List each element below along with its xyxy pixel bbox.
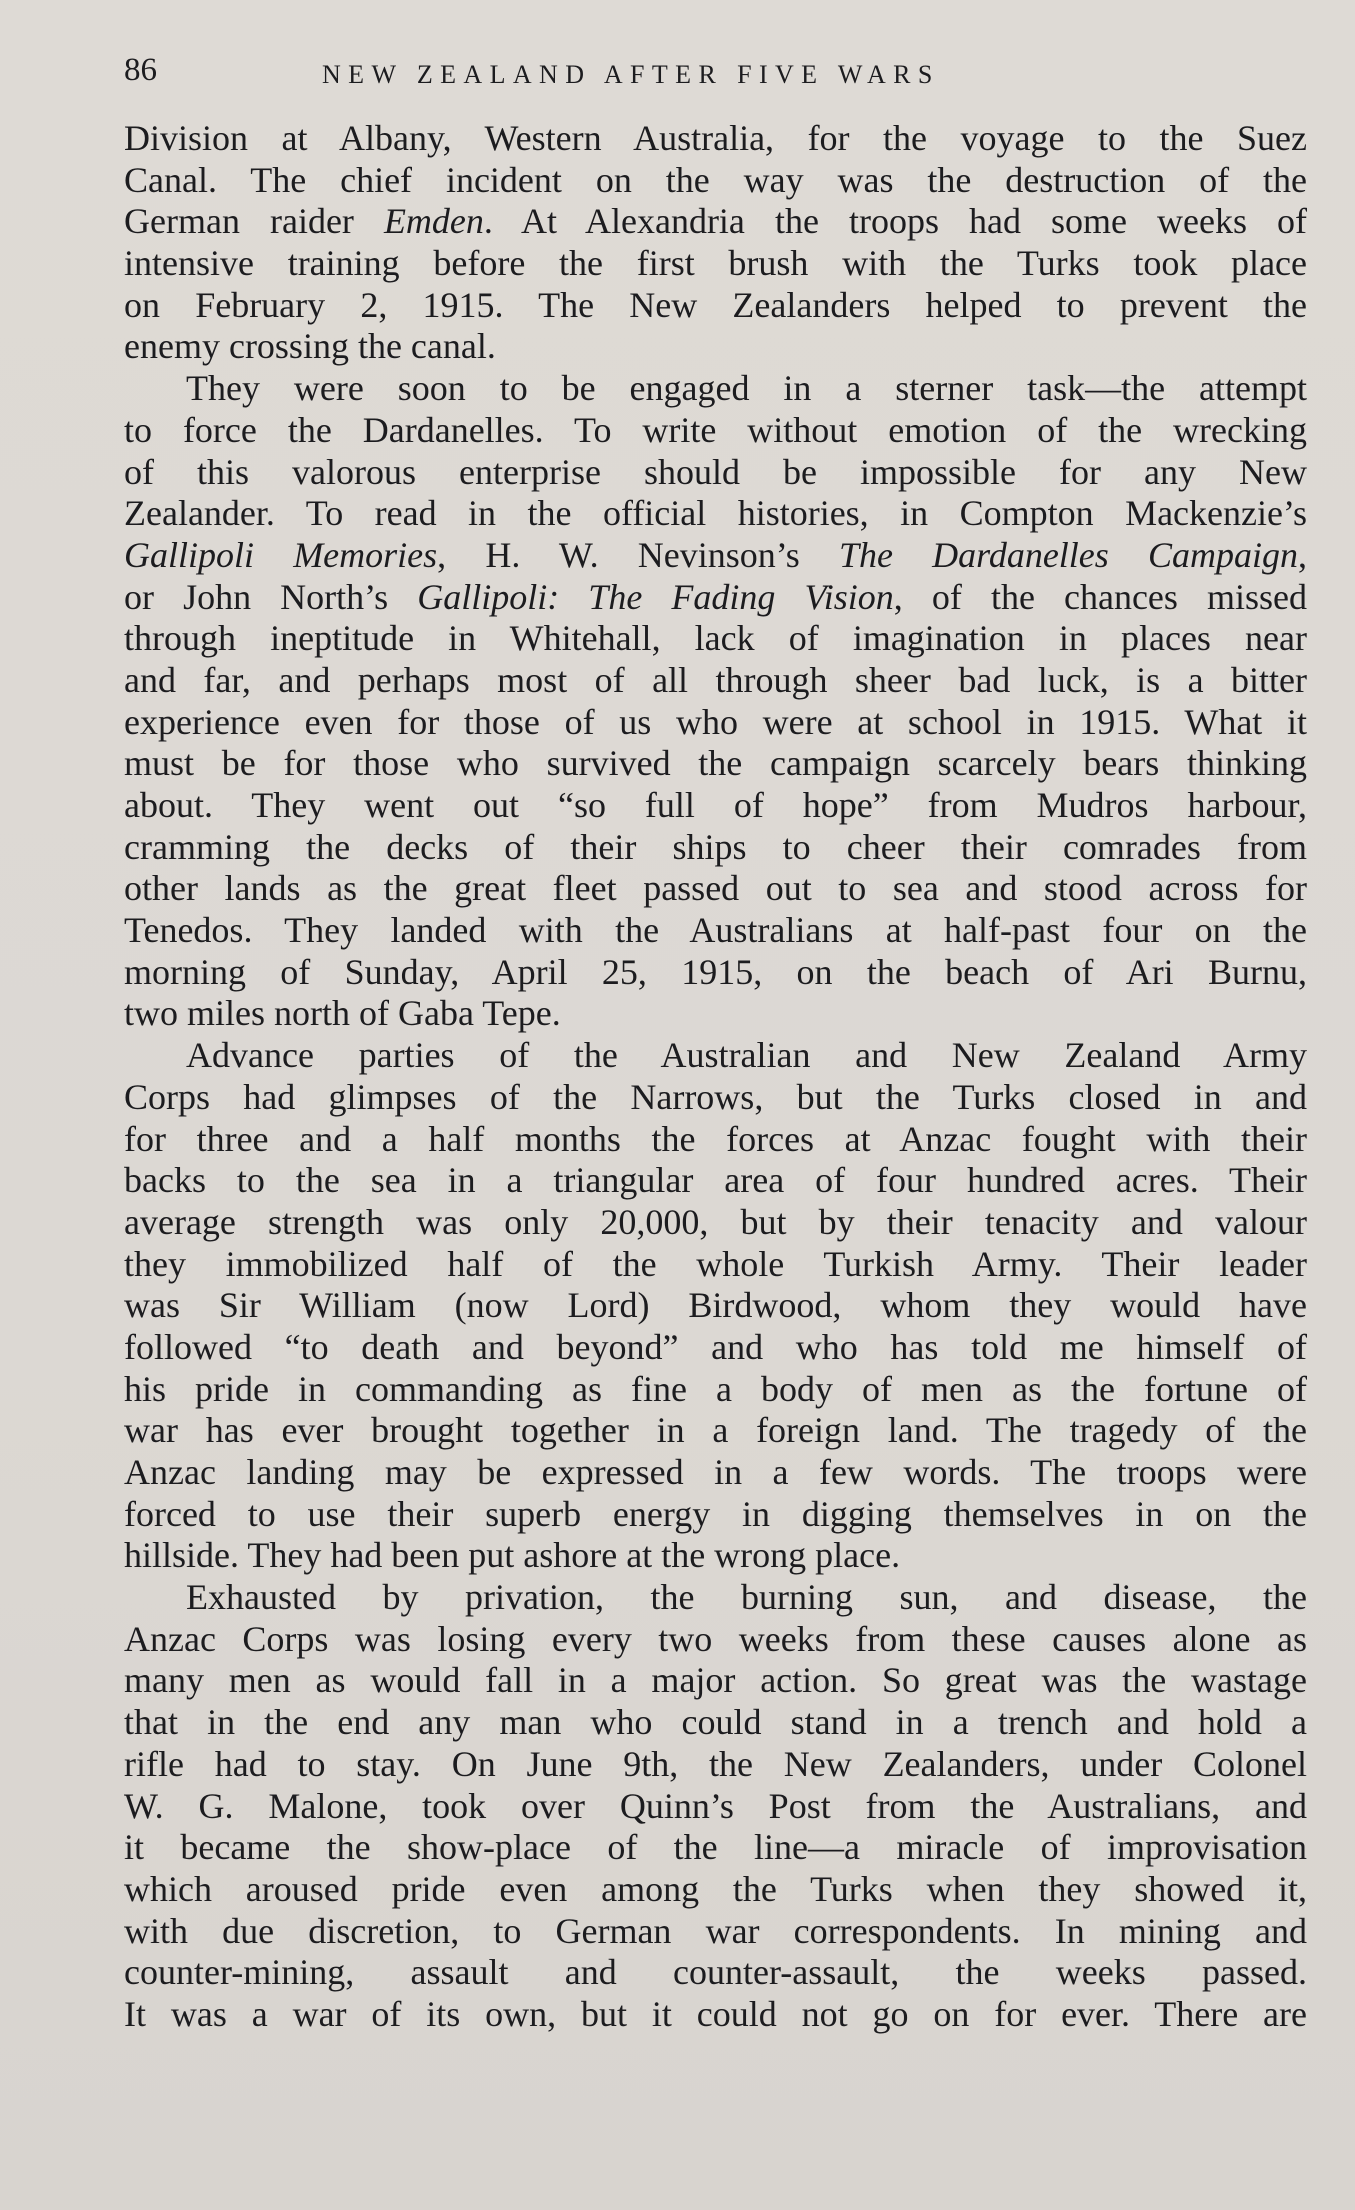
text-line: with due discretion, to German war correspondents. In mining and <box>124 1910 1307 1951</box>
text-line: backs to the sea in a triangular area of four hundred acres. Their <box>124 1160 1307 1201</box>
body-text <box>124 118 1307 2036</box>
page-header <box>124 48 1304 98</box>
text-line: Gallipoli Memories, H. W. Nevinson’s The Dardanelles Campaign, <box>124 534 1307 575</box>
text-line: forced to use their superb energy in digging themselves in on the <box>124 1493 1307 1534</box>
text-line: Tenedos. They landed with the Australians at half-past four on the <box>124 910 1307 951</box>
text-line: average strength was only 20,000, but by their tenacity and valour <box>124 1201 1307 1242</box>
text-line: They were soon to be engaged in a sterner task—the attempt <box>186 368 1307 409</box>
text-line: Zealander. To read in the official histories, in Compton Mackenzie’s <box>124 493 1307 534</box>
text-line: morning of Sunday, April 25, 1915, on the beach of Ari Burnu, <box>124 951 1307 992</box>
page-number: 86 <box>124 52 157 88</box>
text-line: on February 2, 1915. The New Zealanders helped to prevent the <box>124 284 1307 325</box>
text-line: Canal. The chief incident on the way was the destruction of the <box>124 159 1307 200</box>
paragraph <box>124 1035 1307 1577</box>
text-line: two miles north of Gaba Tepe. <box>124 993 561 1034</box>
text-line: to force the Dardanelles. To write without emotion of the wrecking <box>124 409 1307 450</box>
text-line: intensive training before the first brush with the Turks took place <box>124 243 1307 284</box>
text-line: Exhausted by privation, the burning sun, and disease, the <box>186 1577 1307 1618</box>
text-line: other lands as the great fleet passed out to sea and stood across for <box>124 868 1307 909</box>
running-head: NEW ZEALAND AFTER FIVE WARS <box>322 60 940 89</box>
text-line: German raider Emden. At Alexandria the troops had some weeks of <box>124 201 1307 242</box>
paragraph <box>124 368 1307 1035</box>
text-line: Division at Albany, Western Australia, for the voyage to the Suez <box>124 118 1307 158</box>
text-line: and far, and perhaps most of all through sheer bad luck, is a bitter <box>124 659 1307 700</box>
text-line: of this valorous enterprise should be impossible for any New <box>124 451 1307 492</box>
text-line: or John North’s Gallipoli: The Fading Vision, of the chances missed <box>124 576 1307 617</box>
text-line: Anzac Corps was losing every two weeks from these causes alone as <box>124 1618 1307 1659</box>
text-line: rifle had to stay. On June 9th, the New Zealanders, under Colonel <box>124 1743 1307 1784</box>
text-line: cramming the decks of their ships to cheer their comrades from <box>124 826 1307 867</box>
text-line: was Sir William (now Lord) Birdwood, whom they would have <box>124 1285 1307 1326</box>
text-line: for three and a half months the forces at Anzac fought with their <box>124 1118 1307 1159</box>
text-line: followed “to death and beyond” and who has told me himself of <box>124 1326 1307 1367</box>
text-line: his pride in commanding as fine a body of men as the fortune of <box>124 1368 1307 1409</box>
text-line: which aroused pride even among the Turks when they showed it, <box>124 1868 1307 1909</box>
text-line: W. G. Malone, took over Quinn’s Post from the Australians, and <box>124 1785 1307 1826</box>
text-line: hillside. They had been put ashore at the wrong place. <box>124 1535 901 1576</box>
text-line: about. They went out “so full of hope” from Mudros harbour, <box>124 785 1307 825</box>
paragraph <box>124 118 1307 368</box>
text-line: that in the end any man who could stand in a trench and hold a <box>124 1702 1307 1743</box>
text-line: enemy crossing the canal. <box>124 326 496 367</box>
text-line: It was a war of its own, but it could not go on for ever. There are <box>124 1993 1307 2034</box>
text-line: many men as would fall in a major action. So great was the wastage <box>124 1660 1307 1701</box>
text-line: Advance parties of the Australian and New Zealand Army <box>186 1035 1307 1076</box>
text-line: must be for those who survived the campaign scarcely bears thinking <box>124 743 1307 784</box>
text-line: experience even for those of us who were at school in 1915. What it <box>124 701 1307 742</box>
text-line: Corps had glimpses of the Narrows, but the Turks closed in and <box>124 1076 1307 1117</box>
text-line: through ineptitude in Whitehall, lack of imagination in places near <box>124 618 1307 659</box>
paragraph <box>124 1577 1307 2036</box>
text-line: war has ever brought together in a foreign land. The tragedy of the <box>124 1410 1307 1451</box>
text-line: they immobilized half of the whole Turkish Army. Their leader <box>124 1243 1307 1284</box>
text-line: Anzac landing may be expressed in a few words. The troops were <box>124 1452 1307 1492</box>
text-line: it became the show-place of the line—a miracle of improvisation <box>124 1827 1307 1868</box>
text-line: counter-mining, assault and counter-assault, the weeks passed. <box>124 1952 1307 1993</box>
